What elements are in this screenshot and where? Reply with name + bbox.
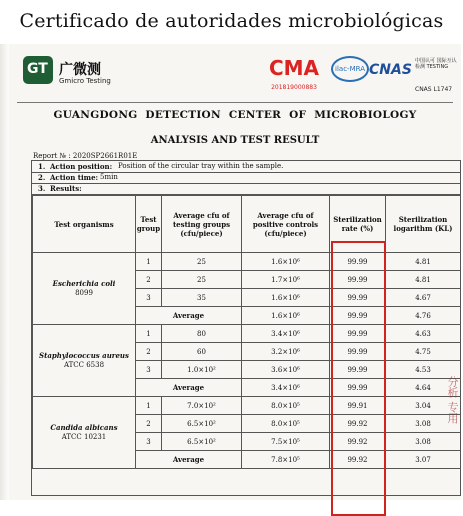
cnas-code: CNAS L1747 xyxy=(415,86,453,93)
group-cell: 3 xyxy=(136,289,162,307)
log-cell: 3.07 xyxy=(386,451,461,469)
results-table xyxy=(32,195,461,469)
cnas-caption: 中国认可 国际互认 检测 TESTING xyxy=(415,58,457,70)
gmicro-logo-icon xyxy=(23,56,53,84)
ilac-seal xyxy=(329,56,369,90)
control-cfu-cell: 1.6×10⁶ xyxy=(242,307,330,325)
rate-cell: 99.99 xyxy=(330,361,386,379)
test-cfu-cell: 7.0×10² xyxy=(162,397,242,415)
control-cfu-cell: 8.0×10⁵ xyxy=(242,397,330,415)
organism-cell xyxy=(33,397,136,469)
report-document xyxy=(9,44,461,500)
log-cell: 3.08 xyxy=(386,415,461,433)
results-sheet xyxy=(31,160,461,496)
column-header: Average cfu of positive controls (cfu/piece) xyxy=(242,196,330,253)
organism-name: Candida albicans xyxy=(50,423,118,432)
rate-cell: 99.99 xyxy=(330,307,386,325)
header-rule xyxy=(17,102,453,103)
column-header: Sterilization logarithm (KL) xyxy=(386,196,461,253)
group-cell: 2 xyxy=(136,343,162,361)
column-header: Test group xyxy=(136,196,162,253)
organism-name: Staphylococcus aureus xyxy=(39,351,129,360)
group-cell: 1 xyxy=(136,397,162,415)
info-key: Results: xyxy=(50,184,82,193)
log-cell: 4.64 xyxy=(386,379,461,397)
column-header: Average cfu of testing groups (cfu/piece) xyxy=(162,196,242,253)
info-value: 5min xyxy=(100,173,118,181)
organism-name: Escherichia coli xyxy=(52,279,116,288)
rate-cell: 99.99 xyxy=(330,271,386,289)
organism-strain: 8099 xyxy=(75,289,93,297)
organism-strain: ATCC 10231 xyxy=(61,433,107,441)
log-cell: 4.81 xyxy=(386,271,461,289)
info-num: 2. xyxy=(38,173,46,182)
group-cell: 3 xyxy=(136,361,162,379)
average-label: Average xyxy=(136,451,242,469)
info-row-results xyxy=(32,183,460,195)
cnas-mark-icon: CNAS xyxy=(369,62,412,78)
rate-cell: 99.99 xyxy=(330,289,386,307)
organism-strain: ATCC 6538 xyxy=(63,361,105,369)
rate-cell: 99.99 xyxy=(330,253,386,271)
center-name: GUANGDONG DETECTION CENTER OF MICROBIOLOGY xyxy=(53,109,417,121)
column-header: Sterilization rate (%) xyxy=(330,196,386,253)
ilac-mra-icon: ilac-MRA xyxy=(331,56,369,82)
group-cell: 2 xyxy=(136,271,162,289)
log-cell: 4.81 xyxy=(386,253,461,271)
info-value: Position of the circular tray within the sample. xyxy=(118,162,284,170)
control-cfu-cell: 7.8×10⁵ xyxy=(242,451,330,469)
column-header: Test organisms xyxy=(33,196,136,253)
info-num: 1. xyxy=(38,162,46,171)
rate-cell: 99.92 xyxy=(330,433,386,451)
control-cfu-cell: 1.6×10⁶ xyxy=(242,253,330,271)
banner xyxy=(0,0,463,44)
rate-cell: 99.99 xyxy=(330,343,386,361)
average-label: Average xyxy=(136,379,242,397)
organism-cell xyxy=(33,325,136,397)
info-key: Action time: xyxy=(50,173,99,182)
log-cell: 4.53 xyxy=(386,361,461,379)
brand-name-cn: 广微测 xyxy=(59,62,101,78)
report-title: ANALYSIS AND TEST RESULT xyxy=(150,135,320,146)
test-cfu-cell: 60 xyxy=(162,343,242,361)
organism-cell xyxy=(33,253,136,325)
logo-glyph: GT xyxy=(27,61,48,77)
test-cfu-cell: 25 xyxy=(162,271,242,289)
table-row xyxy=(33,397,461,415)
control-cfu-cell: 3.4×10⁶ xyxy=(242,325,330,343)
log-cell: 4.75 xyxy=(386,343,461,361)
control-cfu-cell: 1.7×10⁶ xyxy=(242,271,330,289)
test-cfu-cell: 1.0×10² xyxy=(162,361,242,379)
table-header-row xyxy=(33,196,461,253)
control-cfu-cell: 7.5×10⁵ xyxy=(242,433,330,451)
control-cfu-cell: 8.0×10⁵ xyxy=(242,415,330,433)
group-cell: 1 xyxy=(136,325,162,343)
banner-title: Certificado de autoridades microbiológicas xyxy=(19,10,444,32)
control-cfu-cell: 3.6×10⁶ xyxy=(242,361,330,379)
log-cell: 4.63 xyxy=(386,325,461,343)
rate-cell: 99.91 xyxy=(330,397,386,415)
cma-seal xyxy=(267,56,321,91)
official-stamp: 分析 专用 xyxy=(446,376,459,424)
info-num: 3. xyxy=(38,184,46,193)
cnas-seal xyxy=(369,56,411,78)
test-cfu-cell: 6.5×10² xyxy=(162,415,242,433)
group-cell: 2 xyxy=(136,415,162,433)
control-cfu-cell: 3.4×10⁶ xyxy=(242,379,330,397)
sterilization-rate-highlight xyxy=(331,241,386,516)
table-row xyxy=(33,253,461,271)
test-cfu-cell: 25 xyxy=(162,253,242,271)
log-cell: 4.67 xyxy=(386,289,461,307)
group-cell: 3 xyxy=(136,433,162,451)
log-cell: 4.76 xyxy=(386,307,461,325)
group-cell: 1 xyxy=(136,253,162,271)
brand-name-en: Gmicro Testing xyxy=(59,77,111,85)
average-label: Average xyxy=(136,307,242,325)
test-cfu-cell: 80 xyxy=(162,325,242,343)
cma-mark-icon: CMA xyxy=(268,56,320,80)
info-key: Action position: xyxy=(50,162,113,171)
log-cell: 3.04 xyxy=(386,397,461,415)
rate-cell: 99.92 xyxy=(330,451,386,469)
control-cfu-cell: 3.2×10⁶ xyxy=(242,343,330,361)
rate-cell: 99.99 xyxy=(330,325,386,343)
control-cfu-cell: 1.6×10⁶ xyxy=(242,289,330,307)
report-number: Report № : 2020SP2661R01E xyxy=(33,152,138,160)
log-cell: 3.08 xyxy=(386,433,461,451)
test-cfu-cell: 35 xyxy=(162,289,242,307)
rate-cell: 99.92 xyxy=(330,415,386,433)
test-cfu-cell: 6.5×10² xyxy=(162,433,242,451)
table-row xyxy=(33,325,461,343)
rate-cell: 99.99 xyxy=(330,379,386,397)
cma-number: 201819000883 xyxy=(271,84,317,91)
